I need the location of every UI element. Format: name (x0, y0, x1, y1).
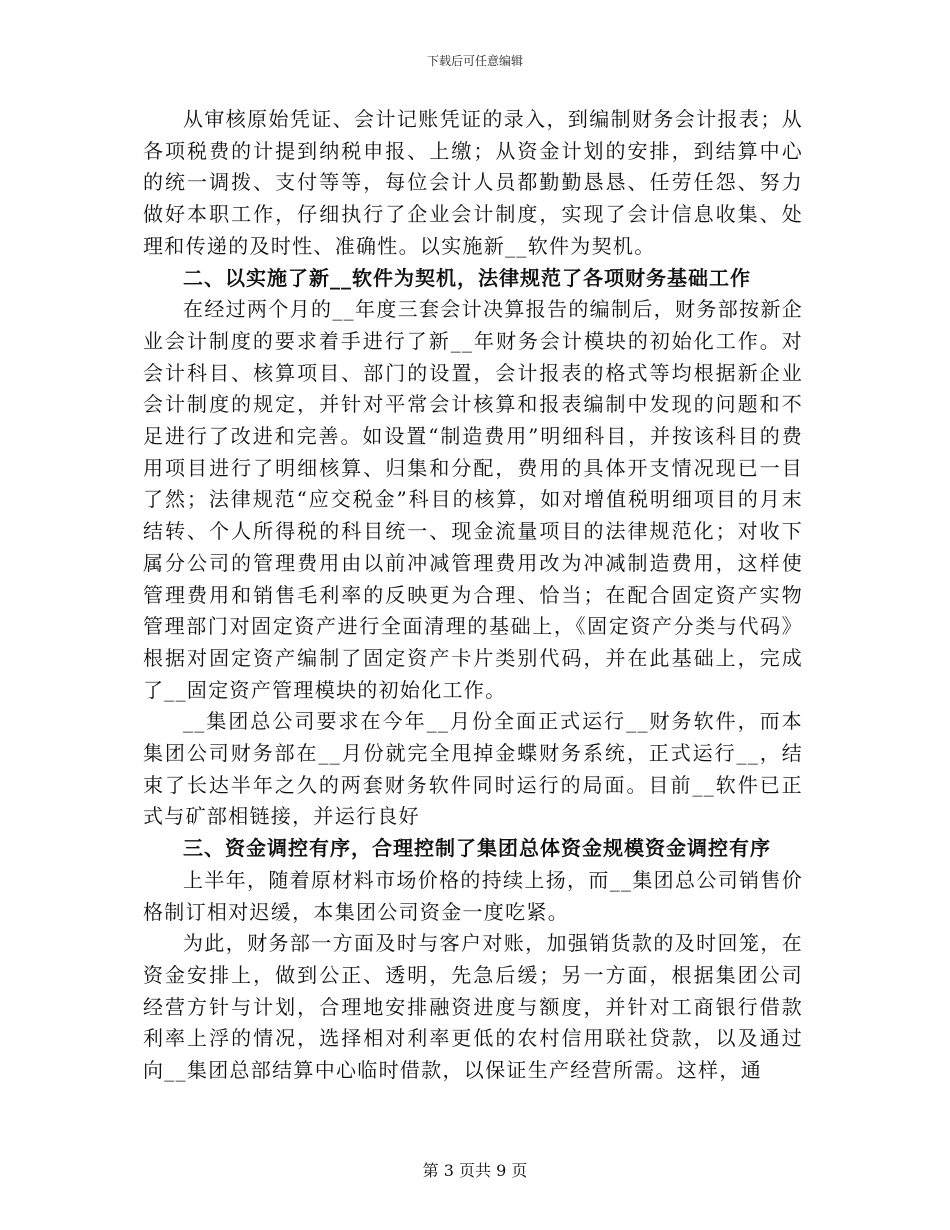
section-heading-2: 二、以实施了新__软件为契机，法律规范了各项财务基础工作 (183, 265, 751, 290)
paragraph-3: __集团总公司要求在今年__月份全面正式运行__财务软件，而本集团公司财务部在__月份就完全甩掉金蝶财务系统，正式运行__，结束了长达半年之久的两套财务软件同时运行的局面。目前__软件已正式与矿部相链接，并运行良好 (143, 709, 803, 829)
paragraph-5: 为此，财务部一方面及时与客户对账，加强销货款的及时回笼，在资金安排上，做到公正、透明，先急后缓；另一方面，根据集团公司经营方针与计划，合理地安排融资进度与额度，并针对工商银行借款利率上浮的情况，选择相对利率更低的农村信用联社贷款，以及通过向__集团总部结算中心临时借款，以保证生产经营所需。这样，通 (143, 931, 803, 1083)
paragraph-1: 从审核原始凭证、会计记账凭证的录入，到编制财务会计报表；从各项税费的计提到纳税申报、上缴；从资金计划的安排，到结算中心的统一调拨、支付等等，每位会计人员都勤勤恳恳、任劳任怨、努力做好本职工作，仔细执行了企业会计制度，实现了会计信息收集、处理和传递的及时性、准确性。以实施新__软件为契机。 (143, 107, 803, 258)
page-header: 下载后可任意编辑 (426, 54, 523, 68)
paragraph-2: 在经过两个月的__年度三套会计决算报告的编制后，财务部按新企业会计制度的要求着手进行了新__年财务会计模块的初始化工作。对会计科目、核算项目、部门的设置，会计报表的格式等均根据新企业会计制度的规定，并针对平常会计核算和报表编制中发现的问题和不足进行了改进和完善。如设置“制造费用”明细科目，并按该科目的费用项目进行了明细核算、归集和分配，费用的具体开支情况现已一目了然；法律规范“应交税金”科目的核算，如对增值税明细项目的月末结转、个人所得税的科目统一、现金流量项目的法律规范化；对收下属分公司的管理费用由以前冲减管理费用改为冲减制造费用，这样使管理费用和销售毛利率的反映更为合理、恰当；在配合固定资产实物管理部门对固定资产进行全面清理的基础上，《固定资产分类与代码》根据对固定资产编制了固定资产卡片类别代码，并在此基础上，完成了__固定资产管理模块的初始化工作。 (143, 297, 803, 702)
section-heading-3: 三、资金调控有序，合理控制了集团总体资金规模资金调控有序 (183, 836, 771, 861)
page-footer: 第 3 页共 9 页 (422, 1161, 528, 1180)
paragraph-4: 上半年，随着原材料市场价格的持续上扬，而__集团总公司销售价格制订相对迟缓，本集团公司资金一度吃紧。 (143, 867, 803, 924)
document-body (143, 104, 803, 1087)
